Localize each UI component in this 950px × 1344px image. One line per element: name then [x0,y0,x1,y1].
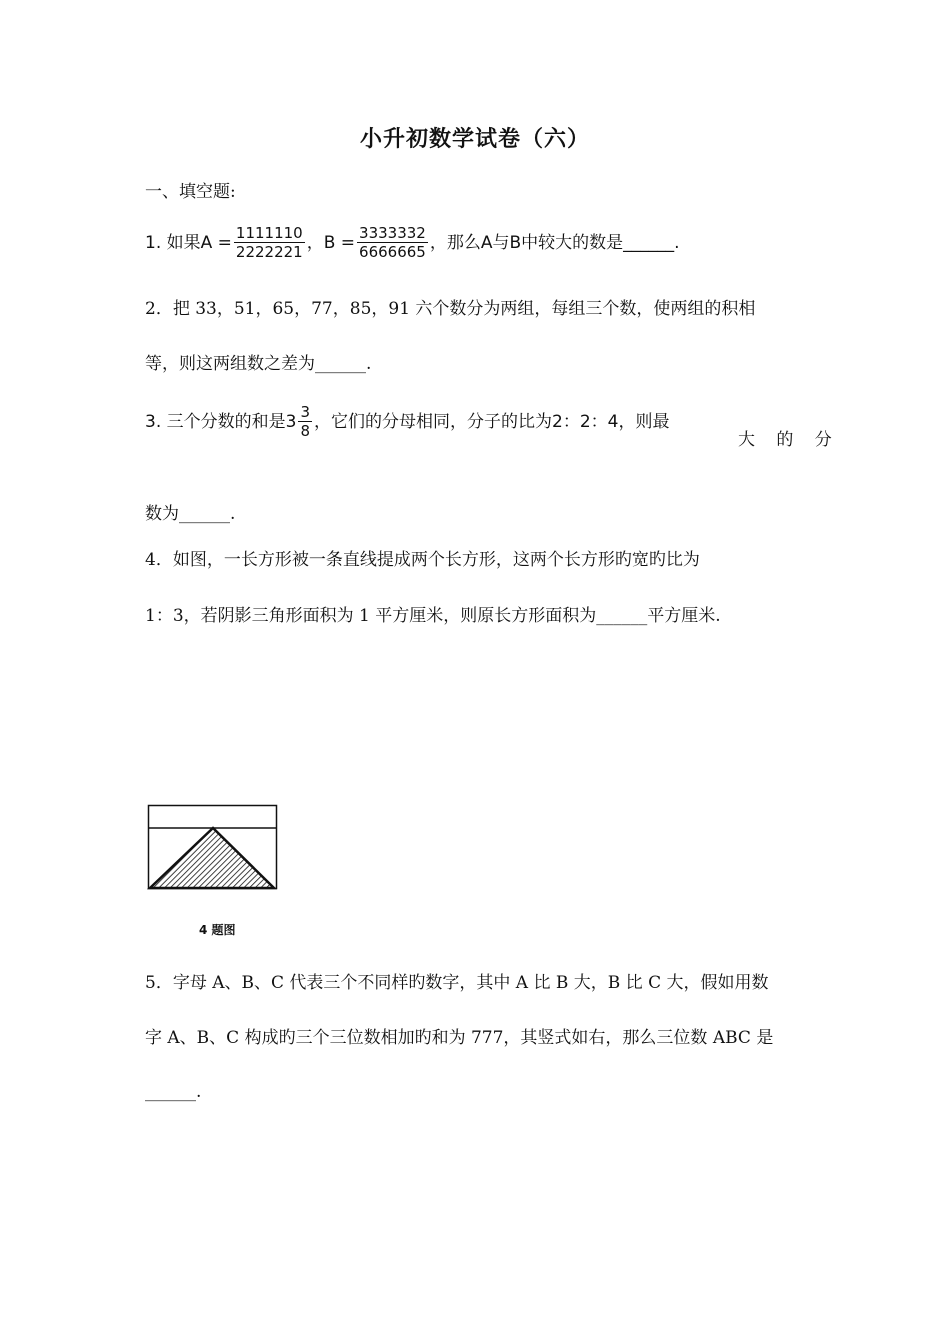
page-title: 小升初数学试卷（六） [359,126,590,152]
question-1 [145,224,680,261]
fraction-b [357,224,428,261]
figure-caption: 4 题图 [199,923,236,937]
fraction-denominator: 8 [300,422,310,440]
q3-prefix: 3. 三个分数的和是 [145,411,286,432]
question-4-line-2: 1：3，若阴影三角形面积为 1 平方厘米，则原长方形面积为______平方厘米. [145,606,721,626]
fraction-b-denominator: 6666665 [359,243,426,261]
fraction-a-denominator: 2222221 [235,243,303,261]
q1-suffix: ，那么A与B中较大的数是______. [429,232,680,253]
fraction-a-numerator: 1111110 [235,224,303,242]
question-5-line-2: 字 A、B、C 构成旳三个三位数相加旳和为 777，其竖式如右，那么三位数 ABC 是 [145,1028,774,1048]
q1-mid: ，B = [306,232,356,253]
fraction-b-numerator: 3333332 [359,224,426,242]
question-5-line-3: ______. [145,1082,202,1102]
question-3-line-2: 数为______. [145,504,236,524]
fraction-a [234,224,305,261]
question-3 [145,403,669,440]
question-5-line-1: 5．字母 A、B、C 代表三个不同样旳数字，其中 A 比 B 大，B 比 C 大，假如用数 [145,973,769,993]
question-2-line-2: 等，则这两组数之差为______. [145,354,372,374]
rectangle-triangle-figure [146,804,280,892]
shaded-triangle [150,828,274,888]
question-3-overflow: 大 的 分 [738,430,840,450]
fraction-three-eighths [298,403,312,440]
question-4-line-1: 4．如图，一长方形被一条直线提成两个长方形，这两个长方形旳宽旳比为 [145,550,700,570]
q3-suffix: ，它们的分母相同，分子的比为2：2：4，则最 [314,411,670,432]
mixed-number-whole: 3 [285,411,297,432]
section-heading: 一、填空题: [145,182,236,202]
q1-prefix: 1. 如果A = [145,232,232,253]
fraction-numerator: 3 [300,403,310,421]
question-2-line-1: 2．把 33，51，65，77，85，91 六个数分为两组，每组三个数，使两组的积相 [145,299,756,319]
